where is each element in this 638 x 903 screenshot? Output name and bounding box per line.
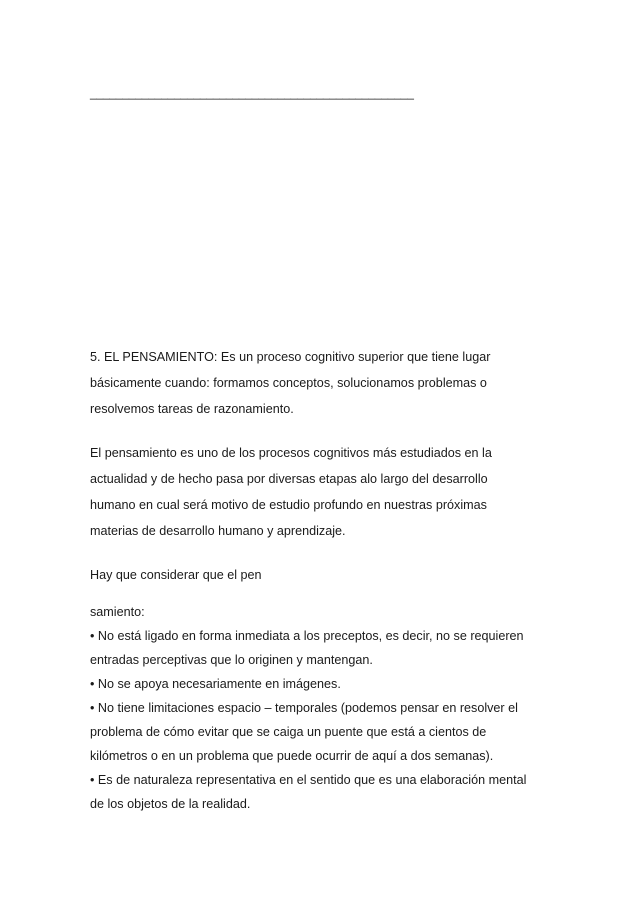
bullet-1-line-2: entradas perceptivas que lo originen y mantengan. [90, 653, 373, 667]
bullet-1-line-1: • No está ligado en forma inmediata a los preceptos, es decir, no se requieren [90, 629, 524, 643]
paragraph-1-line-2: básicamente cuando: formamos conceptos, solucionamos problemas o [90, 376, 487, 390]
bullet-3-line-1: • No tiene limitaciones espacio – temporales (podemos pensar en resolver el [90, 701, 518, 715]
bullet-3-line-3: kilómetros o en un problema que puede ocurrir de aquí a dos semanas). [90, 749, 494, 763]
paragraph-2-line-2: actualidad y de hecho pasa por diversas etapas alo largo del desarrollo [90, 472, 488, 486]
paragraph-2-line-3: humano en cual será motivo de estudio profundo en nuestras próximas [90, 498, 487, 512]
paragraph-1-line-1: 5. EL PENSAMIENTO: Es un proceso cognitivo superior que tiene lugar [90, 350, 491, 364]
horizontal-rule: __________________________________________________ [90, 86, 414, 100]
bullet-2-line-1: • No se apoya necesariamente en imágenes. [90, 677, 341, 691]
bullet-4-line-1: • Es de naturaleza representativa en el sentido que es una elaboración mental [90, 773, 527, 787]
paragraph-2-line-4: materias de desarrollo humano y aprendizaje. [90, 524, 346, 538]
bullet-4-line-2: de los objetos de la realidad. [90, 797, 251, 811]
paragraph-2-line-1: El pensamiento es uno de los procesos cognitivos más estudiados en la [90, 446, 492, 460]
paragraph-4-line-1: samiento: [90, 605, 145, 619]
bullet-3-line-2: problema de cómo evitar que se caiga un puente que está a cientos de [90, 725, 487, 739]
paragraph-1-line-3: resolvemos tareas de razonamiento. [90, 402, 294, 416]
paragraph-3-line-1: Hay que considerar que el pen [90, 568, 262, 582]
